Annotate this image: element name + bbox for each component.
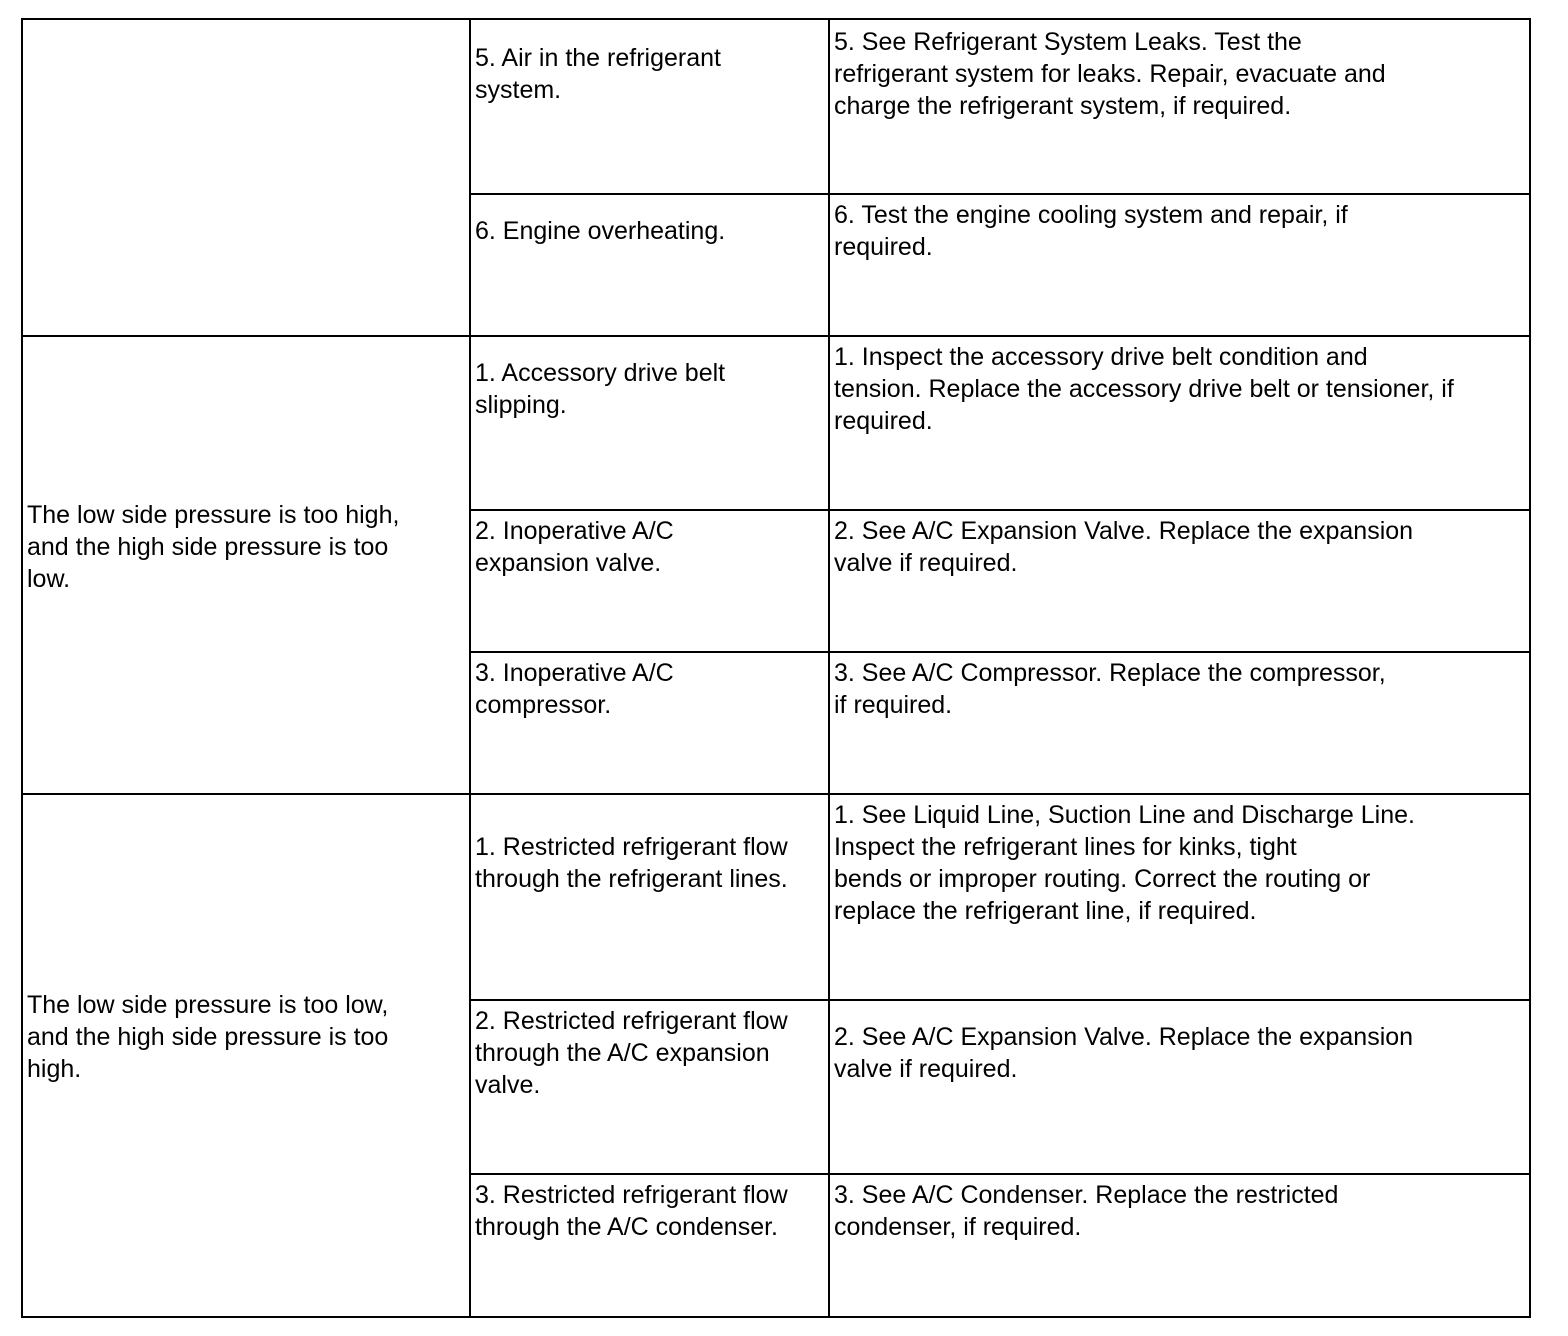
cause-text: 2. Inoperative A/C expansion valve.: [475, 517, 674, 577]
cause-cell: [470, 794, 829, 1000]
action-cell: [829, 194, 1530, 336]
action-cell: [829, 794, 1530, 1000]
action-text: 2. See A/C Expansion Valve. Replace the expansion valve if required.: [834, 517, 1414, 577]
condition-text: The low side pressure is too low, and the high side pressure is too high.: [27, 991, 389, 1083]
action-text: 6. Test the engine cooling system and repair, if required.: [834, 201, 1348, 261]
action-text: 3. See A/C Condenser. Replace the restricted condenser, if required.: [834, 1181, 1339, 1241]
condition-text: The low side pressure is too high, and the high side pressure is too low.: [27, 501, 400, 593]
action-text: 1. Inspect the accessory drive belt condition and tension. Replace the accessory drive belt or tensioner, if required.: [834, 343, 1454, 435]
table-row: [22, 336, 1530, 510]
action-cell: [829, 1174, 1530, 1317]
condition-cell: [22, 336, 470, 794]
cause-cell: [470, 1174, 829, 1317]
cause-cell: [470, 194, 829, 336]
cause-text: 3. Inoperative A/C compressor.: [475, 659, 674, 719]
diagnostic-table: [21, 18, 1531, 1318]
cause-text: 1. Restricted refrigerant flow through the refrigerant lines.: [475, 833, 788, 893]
cause-cell: [470, 652, 829, 794]
table-row: [22, 794, 1530, 1000]
action-cell: [829, 19, 1530, 194]
cause-cell: [470, 510, 829, 652]
cause-cell: [470, 336, 829, 510]
action-cell: [829, 1000, 1530, 1174]
cause-cell: [470, 1000, 829, 1174]
cause-text: 3. Restricted refrigerant flow through the A/C condenser.: [475, 1181, 788, 1241]
action-text: 1. See Liquid Line, Suction Line and Discharge Line. Inspect the refrigerant lines for kinks, tight bends or improper routing. Correct the routing or replace the refrigerant line, if required.: [834, 801, 1415, 925]
condition-cell: [22, 19, 470, 336]
condition-cell: [22, 794, 470, 1317]
action-cell: [829, 336, 1530, 510]
cause-text: 6. Engine overheating.: [475, 217, 726, 245]
action-text: 3. See A/C Compressor. Replace the compressor, if required.: [834, 659, 1386, 719]
table-row: [22, 19, 1530, 194]
action-cell: [829, 652, 1530, 794]
cause-text: 1. Accessory drive belt slipping.: [475, 359, 726, 419]
cause-cell: [470, 19, 829, 194]
action-cell: [829, 510, 1530, 652]
cause-text: 5. Air in the refrigerant system.: [475, 44, 721, 104]
action-text: 5. See Refrigerant System Leaks. Test the refrigerant system for leaks. Repair, evacuate and charge the refrigerant system, if required.: [834, 28, 1386, 120]
action-text: 2. See A/C Expansion Valve. Replace the expansion valve if required.: [834, 1023, 1414, 1083]
cause-text: 2. Restricted refrigerant flow through the A/C expansion valve.: [475, 1007, 788, 1099]
